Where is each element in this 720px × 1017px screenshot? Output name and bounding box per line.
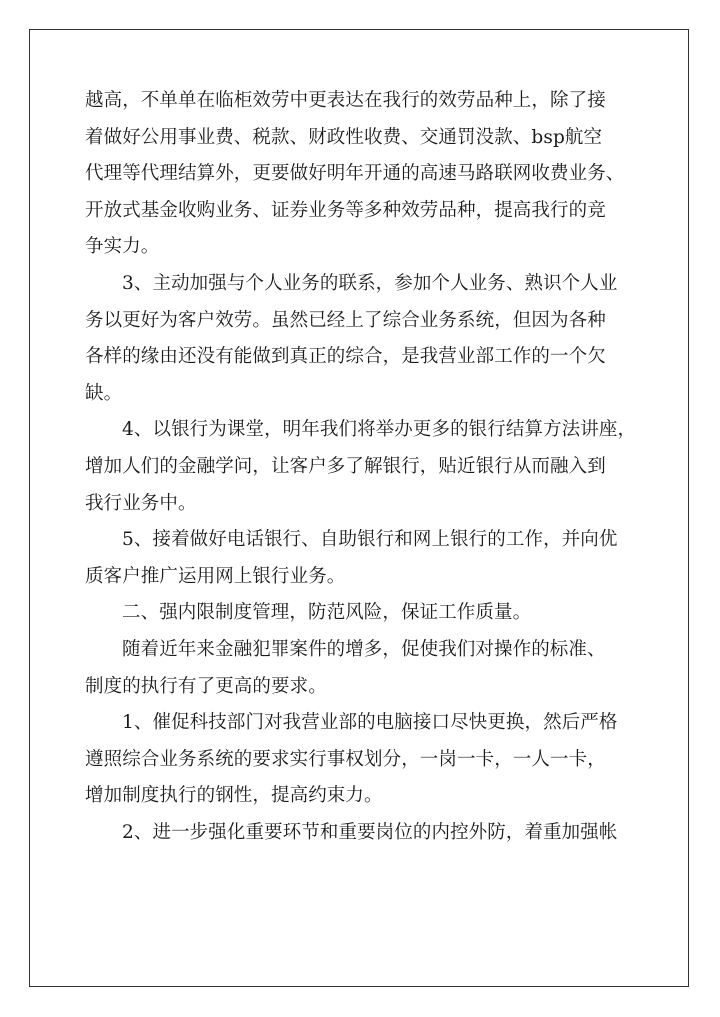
text-line: 着做好公用事业费、税款、财政性收费、交通罚没款、bsp航空 [85, 126, 603, 148]
paragraph-first-line: 4、以银行为课堂，明年我们将举办更多的银行结算方法讲座， [122, 419, 637, 441]
paragraph-first-line: 随着近年来金融犯罪案件的增多，促使我们对操作的标准、 [122, 638, 606, 660]
text-line: 各样的缘由还没有能做到真正的综合，是我营业部工作的一个欠 [85, 346, 606, 368]
text-line: 质客户推广运用网上银行业务。 [85, 565, 346, 587]
text-line: 务以更好为客户效劳。虽然已经上了综合业务系统，但因为各种 [85, 309, 606, 331]
text-line: 缺。 [85, 382, 123, 404]
paragraph-first-line: 3、主动加强与个人业务的联系，参加个人业务、熟识个人业 [122, 272, 618, 294]
text-line: 制度的执行有了更高的要求。 [85, 675, 327, 697]
text-line: 增加制度执行的钢性，提高约束力。 [85, 785, 383, 807]
section-heading: 二、强内限制度管理，防范风险，保证工作质量。 [122, 602, 532, 624]
text-line: 开放式基金收购业务、证券业务等多种效劳品种，提高我行的竞 [85, 199, 606, 221]
text-line: 增加人们的金融学问，让客户多了解银行，贴近银行从而融入到 [85, 455, 606, 477]
paragraph-first-line: 2、进一步强化重要环节和重要岗位的内控外防，着重加强帐 [122, 821, 618, 843]
text-line: 争实力。 [85, 236, 160, 258]
text-line: 代理等代理结算外，更要做好明年开通的高速马路联网收费业务、 [85, 163, 625, 185]
document-body [85, 83, 645, 851]
text-line: 我行业务中。 [85, 492, 197, 514]
paragraph-first-line: 5、接着做好电话银行、自助银行和网上银行的工作，并向优 [122, 529, 618, 551]
text-line: 遵照综合业务系统的要求实行事权划分，一岗一卡，一人一卡， [85, 748, 606, 770]
paragraph-first-line: 1、催促科技部门对我营业部的电脑接口尽快更换，然后严格 [122, 712, 618, 734]
text-line: 越高，不单单在临柜效劳中更表达在我行的效劳品种上，除了接 [85, 90, 606, 111]
